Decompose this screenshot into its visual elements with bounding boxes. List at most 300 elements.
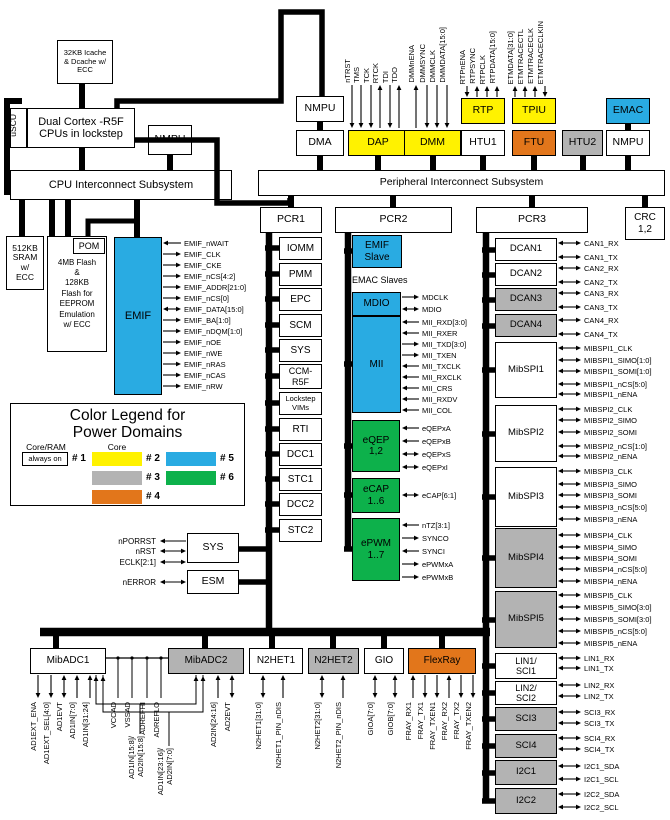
signal-label: DMMSYNC (418, 44, 427, 83)
crc-line: CRC (634, 212, 656, 224)
signal-label: I2C1_SDA (584, 761, 620, 771)
emif-slave-box (352, 235, 402, 268)
arrow-head (414, 562, 419, 567)
arrow-head (414, 353, 419, 358)
cpu-line: Dual Cortex -R5F (38, 115, 124, 128)
arrow-head (576, 266, 581, 271)
signal-label: nERROR (122, 577, 156, 587)
module-label: R5F (291, 376, 309, 387)
signal-label: SYNCI (422, 546, 445, 556)
signal-label: ETMTRACECLKIN (536, 20, 545, 84)
arrow-head (402, 426, 407, 431)
signal-label: MIBSPI1_SIMO[1:0] (584, 355, 652, 365)
module-label: STC2 (287, 524, 314, 536)
legend-num-3: # 3 (146, 472, 160, 483)
arrow-head (373, 693, 378, 698)
arrow-head (201, 676, 206, 681)
arrow-head (320, 693, 325, 698)
module-label: EPC (290, 293, 311, 305)
signal-label: I2C1_SCL (584, 774, 619, 784)
arrow-head (176, 362, 181, 367)
pcr3-module-sci4 (495, 734, 557, 758)
arrow-head (576, 556, 581, 561)
module-label: MibSPI3 (508, 490, 544, 502)
sys-box (187, 533, 239, 563)
module-label: DCAN3 (509, 293, 543, 305)
arrow-head (558, 593, 563, 598)
module-label: STC1 (287, 473, 314, 485)
flash-line: EEPROM (59, 299, 95, 309)
arrow-head (576, 567, 581, 572)
cpu-interconnect-box (10, 170, 232, 200)
arrow-head (160, 560, 165, 565)
module-label: DCC1 (286, 448, 315, 460)
signal-label: ADREFHI (138, 702, 147, 735)
arrow-head (558, 454, 563, 459)
signal-label: MIBSPI3_CLK (584, 466, 633, 476)
legend-title-line: Color Legend for (69, 407, 186, 424)
mibadc2-box (168, 648, 244, 674)
arrow-head (576, 545, 581, 550)
module-label: RTI (292, 423, 309, 435)
pcr1-module-iomm (279, 237, 322, 260)
signal-label: eCAP[6:1] (422, 490, 457, 500)
signal-label: ePWMxA (422, 559, 454, 569)
arrow-head (558, 266, 563, 271)
signal-label: TCK (362, 68, 371, 83)
arrow-head (402, 307, 407, 312)
signal-label: MIBSPI2_SOMI (584, 427, 637, 437)
rtp-box (461, 98, 505, 124)
arrow-head (181, 549, 186, 554)
arrow-head (558, 444, 563, 449)
nmpu-top-label: NMPU (304, 102, 336, 115)
legend-swatch-gray (92, 471, 142, 485)
signal-label: LIN1_TX (584, 663, 614, 673)
junction-dot (145, 656, 148, 659)
signal-label: EMIF_nOE (184, 337, 222, 347)
dap-label: DAP (367, 136, 389, 149)
pcr1-module-ccm- (279, 364, 322, 389)
pcr2-label: PCR2 (379, 213, 408, 226)
signal-label: CAN4_TX (584, 329, 618, 339)
legend-swatch-yellow (92, 452, 142, 466)
arrow-head (402, 493, 407, 498)
arrow-head (176, 307, 181, 312)
module-label: LIN1/ (515, 655, 537, 666)
dma-label: DMA (308, 136, 332, 149)
arrow-head (176, 318, 181, 323)
sram-line: w/ (20, 262, 30, 272)
signal-label: LIN1_RX (584, 653, 615, 663)
arrow-head (558, 556, 563, 561)
arrow-head (181, 560, 186, 565)
arrow-head (558, 505, 563, 510)
signal-label: AD1IN[7:0] (68, 702, 77, 739)
signal-label: MII_RXER (422, 328, 458, 338)
pcr1-module-stc1 (279, 468, 322, 491)
arrow-head (576, 430, 581, 435)
signal-label: SCI4_RX (584, 733, 616, 743)
mibadc2-label: MibADC2 (184, 655, 228, 667)
signal-label: MIBSPI2_CLK (584, 404, 633, 414)
epwm-line: 1..7 (367, 549, 385, 561)
ecap-box (352, 478, 400, 513)
module-label: MibSPI2 (508, 427, 544, 439)
arrow-head (543, 92, 548, 97)
signal-label: ETMDATA[31:0] (506, 30, 515, 84)
legend-core-header: Core (107, 442, 127, 452)
pcr3-module-dcan1 (495, 238, 557, 261)
nmpu-left-label: NMPU (154, 133, 186, 146)
arrow-head (411, 675, 416, 680)
arrow-head (459, 693, 464, 698)
signal-label: MDCLK (422, 292, 449, 302)
signal-label: eQEPxI (422, 462, 448, 472)
signal-label: DMMnENA (407, 45, 416, 83)
signal-label: MIBSPI2_nCS[1:0] (584, 441, 647, 451)
arrow-head (414, 575, 419, 580)
arrow-head (576, 593, 581, 598)
signal-label: EMIF_nCS[0] (184, 293, 230, 303)
arrow-head (62, 675, 67, 680)
junction-dot (116, 656, 119, 659)
ftu-box (512, 130, 556, 156)
arrow-head (576, 579, 581, 584)
signal-label: AD1IN[31:24] (81, 702, 90, 748)
sys-label: SYS (202, 541, 224, 554)
module-label: SCI1 (515, 666, 536, 676)
signal-label: MII_TXCLK (422, 361, 461, 371)
n2het1-label: N2HET1 (256, 655, 296, 667)
signal-label: MIBSPI3_nCS[5:0] (584, 502, 647, 512)
epwm-box (352, 518, 400, 581)
arrow-head (576, 747, 581, 752)
junction-dot (159, 656, 162, 659)
mdio-label: MDIO (363, 298, 390, 310)
signal-label: SCI4_TX (584, 744, 615, 754)
module-label: LIN2/ (515, 682, 537, 693)
arrow-head (445, 123, 450, 128)
signal-label: RTPDATA[15:0] (488, 31, 497, 84)
signal-label: EMIF_CLK (184, 249, 221, 259)
arrow-head (402, 386, 407, 391)
arrow-head (373, 675, 378, 680)
signal-label: MIBSPI4_nENA (584, 576, 638, 586)
arrow-head (576, 469, 581, 474)
sram-line: ECC (16, 271, 34, 282)
pcr1-module-sys (279, 339, 322, 362)
arrow-head (176, 296, 181, 301)
signal-label: AD2IN[24:16] (209, 702, 218, 748)
arrow-head (402, 364, 407, 369)
signal-label: EMIF_nRAS (184, 359, 226, 369)
junction-dot (130, 656, 133, 659)
signal-label: MII_TXD[3:0] (422, 339, 467, 349)
signal-label: AD2IN[7:0] (165, 748, 174, 785)
arrow-head (576, 382, 581, 387)
signal-label: TMS (352, 67, 361, 83)
module-label: I2C2 (515, 794, 537, 806)
pcr1-module-dcc1 (279, 443, 322, 466)
signal-label: MIBSPI5_nENA (584, 638, 638, 648)
signal-label: ETMTRACECTL (516, 28, 525, 84)
arrow-head (194, 676, 199, 681)
arrow-head (576, 346, 581, 351)
htu1-box (461, 130, 505, 156)
arrow-head (576, 291, 581, 296)
arrow-head (558, 777, 563, 782)
arrow-head (558, 629, 563, 634)
pcr3-module-mibspi5 (495, 591, 557, 648)
arrow-head (388, 123, 393, 128)
arrow-head (576, 605, 581, 610)
arrow-head (471, 693, 476, 698)
module-label: MibSPI1 (508, 363, 544, 375)
arrow-head (558, 617, 563, 622)
arrow-head (216, 675, 221, 680)
flash-line: Flash for (61, 288, 93, 298)
icache-dcache-box (57, 40, 113, 84)
htu1-label: HTU1 (469, 136, 497, 149)
legend-always-on-label: always on (28, 453, 62, 463)
arrow-head (402, 549, 407, 554)
arrow-head (576, 617, 581, 622)
sram-box (6, 236, 44, 290)
flexray-box (408, 648, 476, 674)
arrow-head (558, 683, 563, 688)
signal-label: ePWMxB (422, 572, 454, 582)
signal-label: MIBSPI1_nCS[5:0] (584, 379, 647, 389)
eqep-box (352, 420, 400, 472)
signal-label: EMIF_nWE (184, 348, 223, 358)
dmm-label: DMM (419, 136, 446, 149)
arrow-head (36, 693, 41, 698)
signal-label: TDI (381, 70, 390, 83)
arrow-head (435, 123, 440, 128)
arrow-head (447, 675, 452, 680)
arrow-head (558, 482, 563, 487)
signal-label: EMIF_nCS[4:2] (184, 271, 236, 281)
arrow-head (558, 358, 563, 363)
signal-label: CAN1_TX (584, 252, 618, 262)
flexray-label: FlexRay (423, 655, 461, 667)
signal-label: EMIF_BA[1:0] (184, 315, 231, 325)
arrow-head (181, 580, 186, 585)
signal-label: nTRST (343, 59, 352, 83)
cpu-line: CPUs in lockstep (39, 128, 123, 140)
signal-label: AD1IN[15:8]/ (127, 736, 136, 779)
signal-label: nTZ[3:1] (422, 520, 450, 530)
signal-label: TDO (390, 67, 399, 83)
pcr3-module-mibspi2 (495, 405, 557, 462)
arrow-head (558, 792, 563, 797)
arrow-head (402, 439, 407, 444)
arrow-head (576, 358, 581, 363)
legend-always-on-box (22, 452, 68, 466)
htu2-label: HTU2 (568, 136, 597, 149)
nmpu-right-label: NMPU (612, 136, 644, 149)
nmpu-left-box (148, 125, 192, 155)
legend-num-4: # 4 (146, 491, 160, 502)
arrow-head (425, 123, 430, 128)
signal-label: SCI3_RX (584, 707, 616, 717)
arrow-head (558, 605, 563, 610)
signal-label: LIN2_RX (584, 680, 615, 690)
module-label: IOMM (286, 242, 315, 254)
signal-label: RTPSYNC (468, 48, 477, 84)
arrow-head (75, 675, 80, 680)
signal-label: FRAY_RX1 (404, 702, 413, 741)
signal-label: MIBSPI4_CLK (584, 530, 633, 540)
eqep-line: eQEP (362, 434, 390, 446)
signal-label: MIBSPI2_SIMO (584, 415, 637, 425)
arrow-head (176, 285, 181, 290)
arrow-head (558, 392, 563, 397)
flash-line: w/ ECC (63, 319, 91, 329)
arrow-head (176, 351, 181, 356)
arrow-head (465, 92, 470, 97)
n2het2-label: N2HET2 (314, 655, 353, 667)
arrow-head (576, 369, 581, 374)
arrow-head (414, 465, 419, 470)
arrow-head (558, 805, 563, 810)
signal-label: EMIF_nRW (184, 381, 223, 391)
arrow-head (576, 721, 581, 726)
arrow-head (176, 329, 181, 334)
arrow-head (341, 675, 346, 680)
htu2-box (562, 130, 603, 156)
n2het2-box (308, 648, 359, 674)
signal-label: MIBSPI5_CLK (584, 590, 633, 600)
arrow-head (320, 675, 325, 680)
signal-label: SYNCO (422, 533, 449, 543)
signal-label: I2C2_SDA (584, 789, 620, 799)
signal-label: RTPnENA (458, 49, 467, 84)
arrow-head (393, 675, 398, 680)
arrow-head (423, 693, 428, 698)
signal-label: FRAY_TX1 (416, 702, 425, 740)
pcr1-module-stc2 (279, 519, 322, 542)
arrow-head (402, 523, 407, 528)
arrow-head (533, 86, 538, 91)
legend-core-ram-header: Core/RAM (26, 442, 66, 452)
arrow-head (414, 307, 419, 312)
signal-label: N2HET2[31:0] (313, 702, 322, 750)
arrow-head (576, 255, 581, 260)
flash-line: Emulation (59, 309, 95, 319)
cpu-interconnect-label: CPU Interconnect Subsystem (48, 178, 194, 191)
pcr3-module-mibspi1 (495, 342, 557, 398)
arrow-head (576, 710, 581, 715)
arrow-head (576, 418, 581, 423)
arrow-head (402, 408, 407, 413)
emif-box (114, 237, 162, 395)
arrow-head (558, 736, 563, 741)
signal-label: ETMTRACECLK (526, 28, 535, 84)
signal-label: LIN2_TX (584, 691, 614, 701)
bus-line (96, 675, 196, 704)
arrow-head (435, 693, 440, 698)
arrow-head (576, 736, 581, 741)
pcr1-module-scm (279, 314, 322, 337)
signal-label: MIBSPI1_nENA (584, 389, 638, 399)
arrow-head (576, 805, 581, 810)
nmpu-top-box (296, 96, 344, 122)
pom-box (73, 238, 105, 254)
signal-label: GIOB[7:0] (386, 702, 395, 736)
rtp-label: RTP (472, 104, 494, 117)
epwm-line: ePWM (361, 538, 391, 550)
pcr1-box (260, 207, 322, 233)
arrow-head (558, 721, 563, 726)
module-label: DCAN1 (509, 243, 543, 255)
arrow-head (576, 305, 581, 310)
signal-label: MDIO (422, 304, 442, 314)
flash-line: 4MB Flash (57, 257, 97, 267)
signal-label: EMIF_CKE (184, 260, 222, 270)
arrow-head (163, 241, 168, 246)
pcr3-module-lin2-sci2 (495, 681, 557, 705)
arrow-head (576, 629, 581, 634)
arrow-head (414, 536, 419, 541)
signal-label: MII_COL (422, 405, 453, 415)
signal-label: MIBSPI5_SIMO[3:0] (584, 602, 652, 612)
signal-label: MIBSPI3_SIMO (584, 479, 637, 489)
signal-label: ADREFLO (152, 702, 161, 738)
module-label: DCC2 (286, 498, 315, 510)
legend-title-line: Power Domains (72, 424, 183, 441)
mibadc1-box (30, 648, 106, 674)
arrow-head (558, 694, 563, 699)
arrow-head (402, 397, 407, 402)
signal-label: CAN2_TX (584, 277, 618, 287)
pcr1-module-rti (279, 418, 322, 441)
arrow-head (576, 641, 581, 646)
signal-label: EMIF_DATA[15:0] (184, 304, 244, 314)
arrow-head (261, 675, 266, 680)
flash-line: & (74, 268, 80, 278)
signal-label: MII_RXDV (422, 394, 458, 404)
tpiu-label: TPIU (522, 104, 546, 117)
pcr1-module-pmm (279, 263, 322, 286)
nmpu-right-box (606, 130, 650, 156)
arrow-head (576, 777, 581, 782)
arrow-head (414, 342, 419, 347)
peripheral-interconnect-box (258, 170, 665, 196)
arrow-head (558, 332, 563, 337)
emif-slave-line: Slave (364, 251, 390, 263)
bus-line (117, 12, 322, 109)
signal-label: MIBSPI3_nENA (584, 514, 638, 524)
pcr3-module-dcan4 (495, 314, 557, 337)
arrow-head (576, 517, 581, 522)
module-label: CCM- (288, 366, 313, 377)
pcr3-module-sci3 (495, 707, 557, 731)
arrow-head (402, 331, 407, 336)
signal-label: AD1IN[23:16]/ (156, 748, 165, 796)
arrow-head (350, 123, 355, 128)
arrow-head (163, 307, 168, 312)
uscu-label: uSCU (8, 114, 18, 137)
signal-label: MII_RXD[3:0] (422, 317, 468, 327)
signal-label: AD1EXT_SEL[4:0] (42, 702, 51, 765)
arrow-head (558, 641, 563, 646)
arrow-head (558, 567, 563, 572)
dma-box (296, 130, 344, 156)
arrow-head (523, 86, 528, 91)
dap-box (348, 130, 408, 156)
